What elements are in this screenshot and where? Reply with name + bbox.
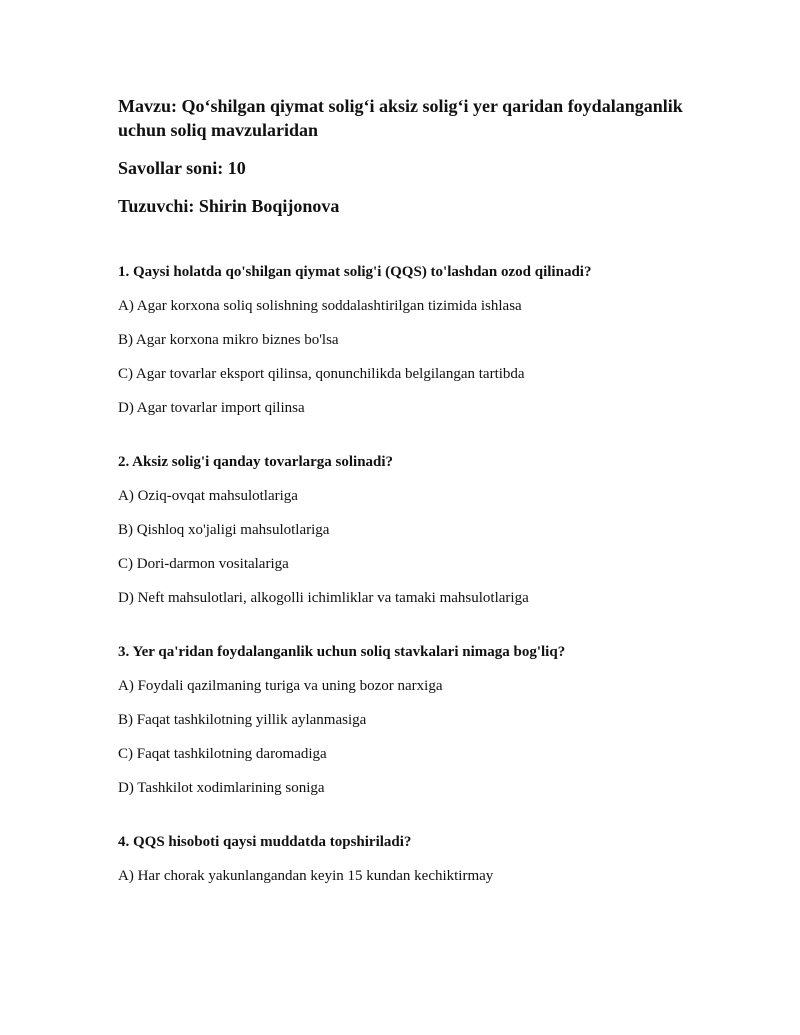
option-d: D) Tashkilot xodimlarining soniga xyxy=(118,780,325,796)
option-a: A) Agar korxona soliq solishning soddalashtirilgan tizimida ishlasa xyxy=(118,298,522,314)
author-line: Tuzuvchi: Shirin Boqijonova xyxy=(118,196,340,216)
question-text: 3. Yer qa'ridan foydalanganlik uchun soliq stavkalari nimaga bog'liq? xyxy=(118,644,566,660)
question-4 xyxy=(118,832,758,886)
option-d: D) Agar tovarlar import qilinsa xyxy=(118,400,305,416)
option-b: B) Faqat tashkilotning yillik aylanmasiga xyxy=(118,712,367,728)
question-text: 4. QQS hisoboti qaysi muddatda topshiriladi? xyxy=(118,834,412,850)
question-list xyxy=(118,262,758,886)
option-a: A) Foydali qazilmaning turiga va uning bozor narxiga xyxy=(118,678,443,694)
option-a: A) Har chorak yakunlangandan keyin 15 kundan kechiktirmay xyxy=(118,868,494,884)
option-c: C) Agar tovarlar eksport qilinsa, qonunchilikda belgilangan tartibda xyxy=(118,366,525,382)
option-b: B) Agar korxona mikro biznes bo'lsa xyxy=(118,332,339,348)
option-c: C) Dori-darmon vositalariga xyxy=(118,556,289,572)
option-d: D) Neft mahsulotlari, alkogolli ichimliklar va tamaki mahsulotlariga xyxy=(118,590,529,606)
option-c: C) Faqat tashkilotning daromadiga xyxy=(118,746,327,762)
topic-title: Mavzu: Qo‘shilgan qiymat solig‘i aksiz solig‘i yer qaridan foydalanganlik uchun soliq mavzularidan xyxy=(118,96,683,140)
option-b: B) Qishloq xo'jaligi mahsulotlariga xyxy=(118,522,330,538)
question-2 xyxy=(118,452,758,608)
question-1 xyxy=(118,262,758,418)
question-3 xyxy=(118,642,758,798)
question-text: 2. Aksiz solig'i qanday tovarlarga solinadi? xyxy=(118,454,394,470)
option-a: A) Oziq-ovqat mahsulotlariga xyxy=(118,488,298,504)
question-count: Savollar soni: 10 xyxy=(118,158,246,178)
question-text: 1. Qaysi holatda qo'shilgan qiymat solig'i (QQS) to'lashdan ozod qilinadi? xyxy=(118,264,592,280)
document-header xyxy=(118,94,718,218)
